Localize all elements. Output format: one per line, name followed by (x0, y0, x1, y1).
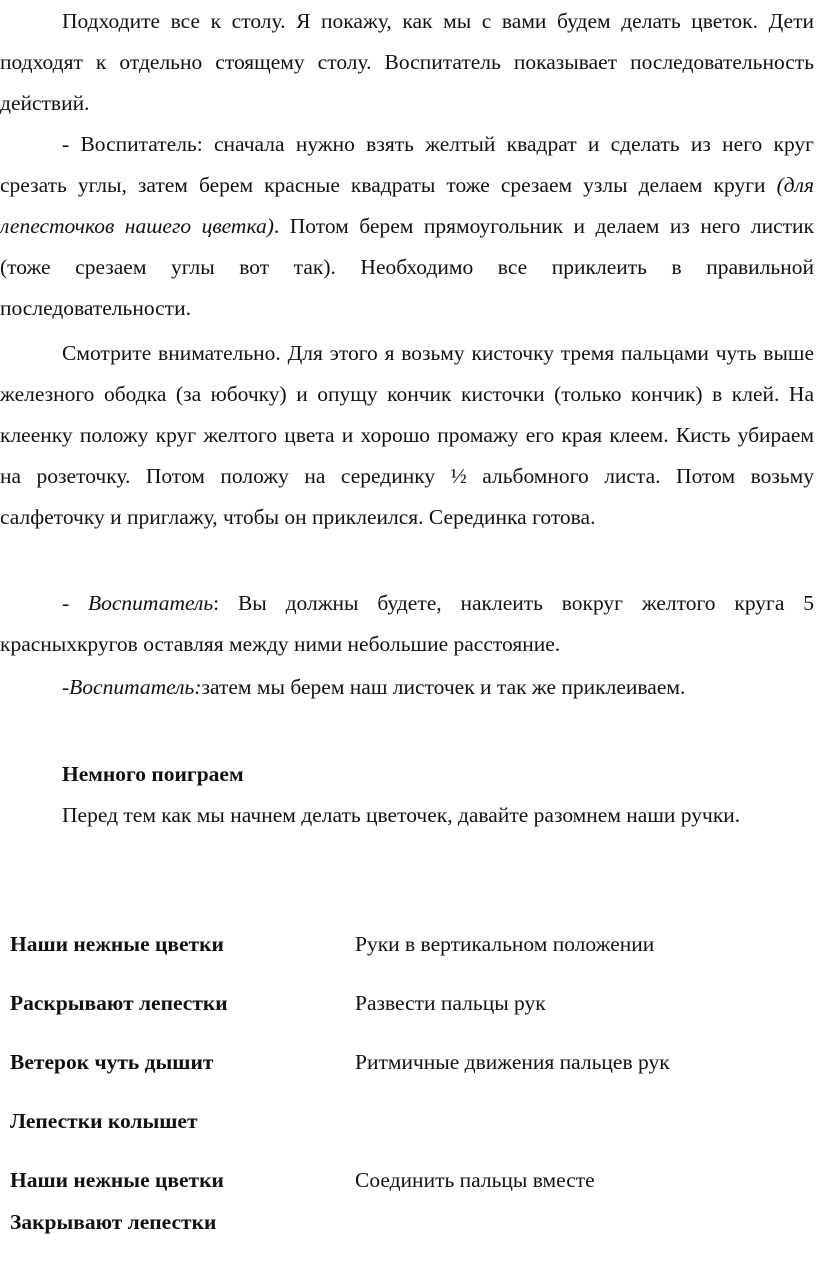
table-row (10, 1160, 810, 1200)
game-action: Соединить пальцы вместе (355, 1168, 595, 1192)
game-action: Руки в вертикальном положении (355, 932, 655, 956)
game-phrase: Закрывают лепестки (10, 1210, 217, 1234)
paragraph-teacher-circles-text: : Вы должны будете, наклеить вокруг желтого круга 5 красныхкругов оставляя между ними небольшие расстояние. (0, 591, 814, 656)
game-phrase: Раскрывают лепестки (10, 991, 228, 1015)
game-phrase: Лепестки колышет (10, 1109, 198, 1133)
speaker-label: Воспитатель: (69, 675, 202, 699)
paragraph-teacher-leaf (0, 667, 814, 708)
game-phrase: Наши нежные цветки (10, 932, 224, 956)
paragraph-teacher-circles (0, 583, 814, 665)
table-row (10, 1202, 810, 1242)
paragraph-teacher-leaf-prefix: - (62, 675, 70, 699)
paragraph-instructions-italic: (для лепесточков нашего цветка) (0, 173, 814, 238)
paragraph-intro: Подходите все к столу. Я покажу, как мы с вами будем делать цветок. Дети подходят к отдельно стоящему столу. Воспитатель показывает последовательность действий. (0, 9, 814, 115)
table-row (10, 983, 810, 1023)
table-row (10, 1101, 810, 1141)
paragraph-instructions-part-1: - Воспитатель: сначала нужно взять желтый квадрат и сделать из него круг срезать углы, затем берем красные квадраты тоже срезаем узлы делаем круги (0, 132, 814, 197)
game-action: Ритмичные движения пальцев рук (355, 1050, 670, 1074)
paragraph-teacher-leaf-text: затем мы берем наш листочек и так же приклеиваем. (201, 675, 686, 699)
game-phrase: Наши нежные цветки (10, 1168, 224, 1192)
paragraph-teacher-circles-prefix: - (62, 591, 88, 615)
game-action: Развести пальцы рук (355, 991, 546, 1015)
table-row (10, 1042, 810, 1082)
speaker-label: Воспитатель (87, 591, 214, 615)
paragraph-warmup: Перед тем как мы начнем делать цветочек, давайте разомнем наши ручки. (62, 803, 741, 827)
section-heading: Немного поиграем (62, 762, 244, 786)
paragraph-instructions (0, 124, 814, 329)
game-phrase: Ветерок чуть дышит (10, 1050, 214, 1074)
table-row (10, 924, 810, 964)
paragraph-gluing: Смотрите внимательно. Для этого я возьму кисточку тремя пальцами чуть выше железного ободка (за юбочку) и опущу кончик кисточки (только кончик) в клей. На клеенку положу круг желтого цвета и хорошо промажу его края клеем. Кисть убираем на розеточку. Потом положу на серединку ½ альбомного листа. Потом возьму салфеточку и приглажу, чтобы он приклеился. Серединка готова. (0, 341, 814, 529)
paragraph-instructions-part-2: . Потом берем прямоугольник и делаем из него листик (тоже срезаем углы вот так). Необходимо все приклеить в правильной последовательности. (0, 214, 814, 320)
